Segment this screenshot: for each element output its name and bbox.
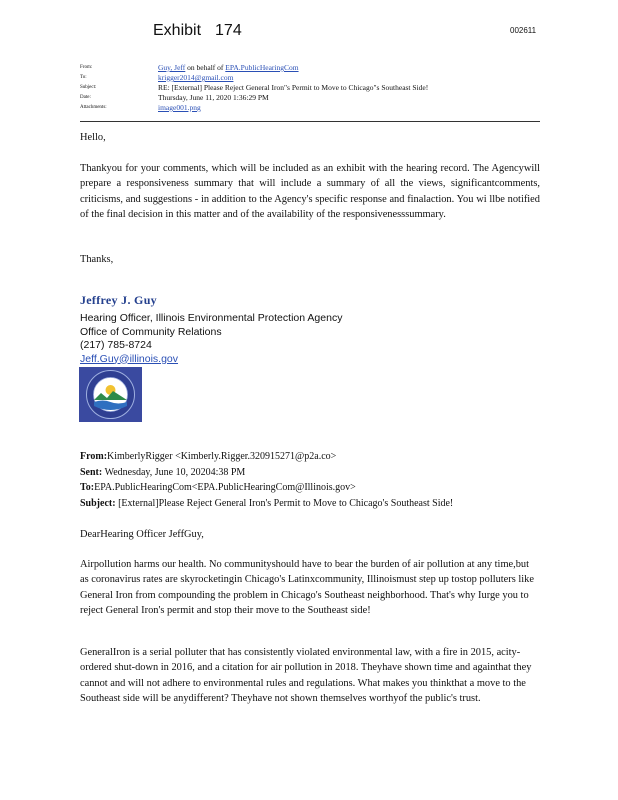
header-date-label: Date: bbox=[80, 95, 91, 100]
to-address-link[interactable]: krigger2014@gmail.com bbox=[158, 73, 234, 82]
reply-paragraph: Thankyou for your comments, which will be included as an exhibit with the hearing record. The Agencywill prepare a responsiveness summary that will include a summary of all the views, significantcomments, criticisms, and suggestions - in addition to the Agency's specific response and finalaction. You wi llbe notified of the final decision in this matter and of the availability of the responsivenesssummary. bbox=[80, 163, 540, 221]
signature-block bbox=[80, 312, 342, 366]
message-paragraph-2: GeneralIron is a serial polluter that has consistently violated environmental law, with a fire in 2015, acity-ordered shut-down in 2016, and a citation for air pollution in 2018. Theyhave shown time and againthat they cannot and will not adhere to environmental rules and regulations. What makes you thinkthat a move to the Southeast side will be anydifferent? Theyhave not shown themselves worthyof the public's trust. bbox=[80, 647, 532, 705]
header-subject-value: RE: [External] Please Reject General Iron"s Permit to Move to Chicago"s Southeast Side! bbox=[158, 83, 429, 92]
forwarded-sent-value: Wednesday, June 10, 20204:38 PM bbox=[104, 466, 246, 478]
from-middle-text: on behalf of bbox=[185, 63, 226, 72]
forwarded-subject-value: [External]Please Reject General Iron's Permit to Move to Chicago's Southeast Side! bbox=[118, 498, 454, 510]
header-subject-label: Subject: bbox=[80, 85, 97, 90]
signature-office: Office of Community Relations bbox=[80, 325, 222, 338]
from-address-link[interactable]: EPA.PublicHearingCom bbox=[225, 63, 299, 72]
header-date-value: Thursday, June 11, 2020 1:36:29 PM bbox=[158, 93, 269, 102]
forwarded-from-row bbox=[80, 449, 550, 465]
forwarded-to-value: EPA.PublicHearingCom<EPA.PublicHearingCom@Illinois.gov> bbox=[94, 482, 356, 494]
forwarded-sent-label: Sent: bbox=[80, 466, 103, 478]
signature-email-link[interactable]: Jeff.Guy@illinois.gov bbox=[80, 352, 179, 365]
header-from-value bbox=[158, 63, 550, 73]
forwarded-sent-row bbox=[80, 465, 550, 481]
header-attachments-label: Attachments: bbox=[80, 105, 107, 110]
forwarded-to-label: To: bbox=[80, 482, 95, 494]
agency-seal-icon bbox=[79, 367, 142, 422]
signature-title: Hearing Officer, Illinois Environmental Protection Agency bbox=[80, 312, 343, 324]
forwarded-to-row bbox=[80, 480, 550, 496]
header-to-label: To: bbox=[80, 75, 87, 80]
message-paragraph-1: Airpollution harms our health. No communityshould have to bear the burden of air pollution at any time,but as coronavirus rates are skyrocketingin Chicago's Latinxcommunity, Illinoismust step up tostop polluters like General Iron from compounding the problem in Chicago's Southeast neighborhood. That's why Iurge you to reject General Iron's permit and stop their move to the Southeast side! bbox=[80, 559, 534, 617]
forwarded-from-label: From: bbox=[80, 451, 108, 462]
exhibit-word: Exhibit bbox=[153, 22, 202, 39]
exhibit-label bbox=[153, 22, 256, 40]
header-from-row bbox=[80, 63, 550, 73]
header-to-row bbox=[80, 73, 550, 83]
from-name-link[interactable]: Guy, Jeff bbox=[158, 63, 186, 72]
forwarded-subject-label: Subject: bbox=[80, 498, 116, 510]
forwarded-from-value: KimberlyRigger <Kimberly.Rigger.320915271@p2a.co> bbox=[107, 451, 337, 462]
attachment-link[interactable]: image001.png bbox=[158, 103, 201, 112]
reply-closing: Thanks, bbox=[80, 254, 114, 265]
header-from-label: From: bbox=[80, 65, 93, 70]
header-attachments-row bbox=[80, 103, 550, 113]
exhibit-number: 174 bbox=[215, 22, 242, 39]
forwarded-header bbox=[80, 449, 550, 512]
signature-phone: (217) 785-8724 bbox=[80, 339, 152, 351]
header-divider bbox=[80, 121, 540, 122]
header-subject-row bbox=[80, 83, 550, 93]
message-salutation: DearHearing Officer JeffGuy, bbox=[80, 529, 204, 540]
header-date-row bbox=[80, 93, 550, 103]
reply-greeting: Hello, bbox=[80, 132, 106, 143]
signature-name: Jeffrey J. Guy bbox=[80, 293, 157, 307]
email-header bbox=[80, 63, 550, 113]
bates-number: 002611 bbox=[510, 26, 537, 35]
forwarded-subject-row bbox=[80, 496, 550, 512]
